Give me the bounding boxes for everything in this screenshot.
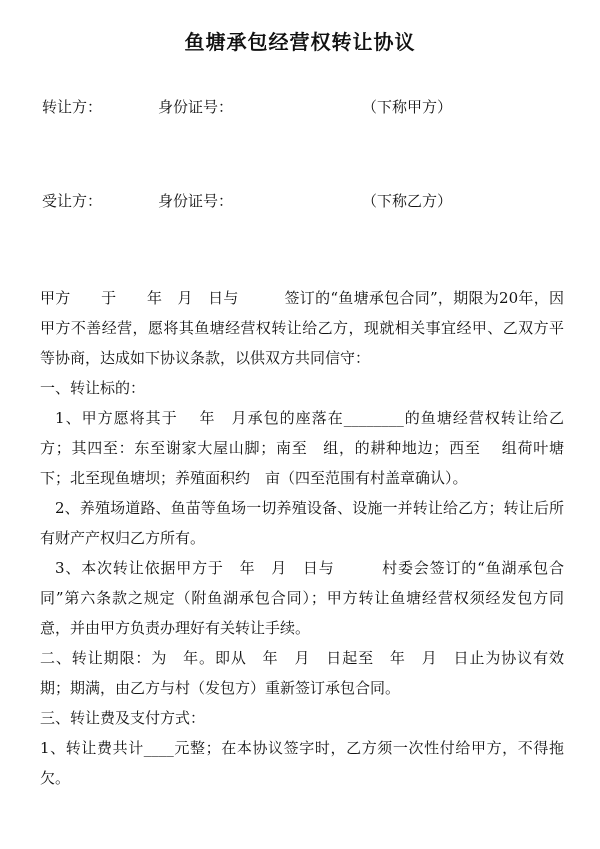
clause-1-2: 2、养殖场道路、鱼苗等鱼场一切养殖设备、设施一并转让给乙方；转让后所有财产产权归乙方所有。 xyxy=(40,499,564,547)
section-heading-transfer-object: 一、转让标的： xyxy=(40,379,146,397)
transferor-row xyxy=(42,94,562,120)
clause-3-1: 1、转让费共计____元整；在本协议签字时，乙方须一次性付给甲方，不得拖欠。 xyxy=(40,739,564,787)
transferor-alias: （下称甲方） xyxy=(362,98,453,116)
transferee-id-label: 身份证号： xyxy=(158,192,234,210)
section-heading-fee: 三、转让费及支付方式： xyxy=(40,709,206,727)
transferee-alias: （下称乙方） xyxy=(362,192,453,210)
clause-1-1: 1、甲方愿将其于 年 月承包的座落在________的鱼塘经营权转让给乙方；其四至：东至谢家大屋山脚；南至 组，的耕种地边；西至 组荷叶塘下；北至现鱼塘坝；养殖面积约 亩（四至范围有村盖章确认）。 xyxy=(40,409,564,487)
intro-paragraph: 甲方 于 年 月 日与 签订的“鱼塘承包合同”，期限为20年，因甲方不善经营，愿将其鱼塘经营权转让给乙方，现就相关事宜经甲、乙双方平等协商，达成如下协议条款，以供双方共同信守： xyxy=(40,289,564,367)
section-transfer-term: 二、转让期限：为 年。即从 年 月 日起至 年 月 日止为协议有效期；期满，由乙方与村（发包方）重新签订承包合同。 xyxy=(40,649,564,697)
transferor-label: 转让方： xyxy=(42,98,103,116)
agreement-body xyxy=(40,283,564,793)
clause-1-3: 3、本次转让依据甲方于 年 月 日与 村委会签订的“鱼湖承包合同”第六条款之规定（附鱼湖承包合同）；甲方转让鱼塘经营权须经发包方同意，并由甲方负责办理好有关转让手续。 xyxy=(40,559,564,637)
transferor-id-label: 身份证号： xyxy=(158,98,234,116)
transferee-label: 受让方： xyxy=(42,192,103,210)
transferee-row xyxy=(42,188,562,214)
document-title: 鱼塘承包经营权转让协议 xyxy=(184,30,416,54)
